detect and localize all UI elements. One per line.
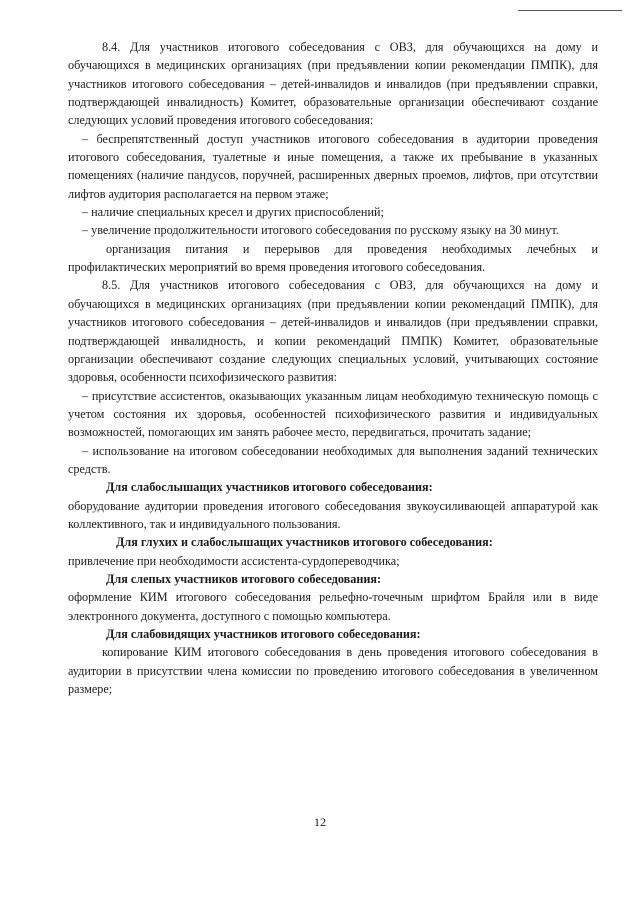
list-item: – беспрепятственный доступ участников итогового собеседования в аудитории проведения итогового собеседования, туалетные и иные помещения, а также их пребывание в указанных помещениях (наличие пандусов, поручней, расширенных дверных проемов, лифтов, при отсутствии лифтов аудитория располагается на первом этаже; <box>68 131 598 201</box>
list-item: – присутствие ассистентов, оказывающих указанным лицам необходимую техническую помощь с учетом состояния их здоровья, особенностей психофизического развития и индивидуальных возможностей, помогающих им занять рабочее место, передвигаться, прочитать задание; <box>68 388 598 440</box>
list-item: – увеличение продолжительности итогового собеседования по русскому языку на 30 минут. <box>82 223 559 238</box>
page-number: 12 <box>314 815 326 829</box>
paragraph-8-4: 8.4. Для участников итогового собеседования с ОВЗ, для обучающихся на дому и обучающихся в медицинских организациях (при предъявлении копии рекомендации ПМПК), для участников итогового собеседования – детей-инвалидов и инвалидов (при предъявлении справки, подтверждающей инвалидность) Комитет, образовательные организации обеспечивают создание следующих условий проведения итогового собеседования: <box>68 40 598 128</box>
section-heading: Для слабовидящих участников итогового собеседования: <box>106 627 421 641</box>
list-item: – использование на итоговом собеседовании необходимых для выполнения заданий технических средств. <box>68 443 598 476</box>
paragraph: оформление КИМ итогового собеседования рельефно-точечным шрифтом Брайля или в виде электронного документа, доступного с помощью компьютера. <box>68 590 598 623</box>
paragraph: копирование КИМ итогового собеседования в день проведения итогового собеседования в аудитории в присутствии члена комиссии по проведению итогового собеседования в увеличенном размере; <box>68 645 598 697</box>
list-item: – наличие специальных кресел и других приспособлений; <box>82 205 384 220</box>
section-heading: Для слепых участников итогового собеседования: <box>106 571 382 586</box>
document-body <box>68 38 598 698</box>
paragraph: оборудование аудитории проведения итогового собеседования звукоусиливающей аппаратурой как коллективного, так и индивидуального пользования. <box>68 498 598 531</box>
section-heading: Для слабослышащих участников итогового собеседования: <box>106 480 433 495</box>
paragraph: привлечение при необходимости ассистента-сурдопереводчика; <box>68 553 400 568</box>
section-heading: Для глухих и слабослышащих участников итогового собеседования: <box>116 535 493 550</box>
list-item: организация питания и перерывов для проведения необходимых лечебных и профилактических мероприятий во время проведения итогового собеседования. <box>68 241 598 275</box>
header-rule <box>518 10 622 11</box>
paragraph-8-5: 8.5. Для участников итогового собеседования с ОВЗ, для обучающихся на дому и обучающихся в медицинских организациях (при предъявлении копии рекомендаций ПМПК), для участников итогового собеседования – детей-инвалидов и инвалидов (при предъявлении справки, подтверждающей инвалидность, и копии рекомендаций ПМПК) Комитет, образовательные организации обеспечивают создание следующих специальных условий, учитывающих состояние здоровья, особенности психофизического развития: <box>68 278 598 385</box>
